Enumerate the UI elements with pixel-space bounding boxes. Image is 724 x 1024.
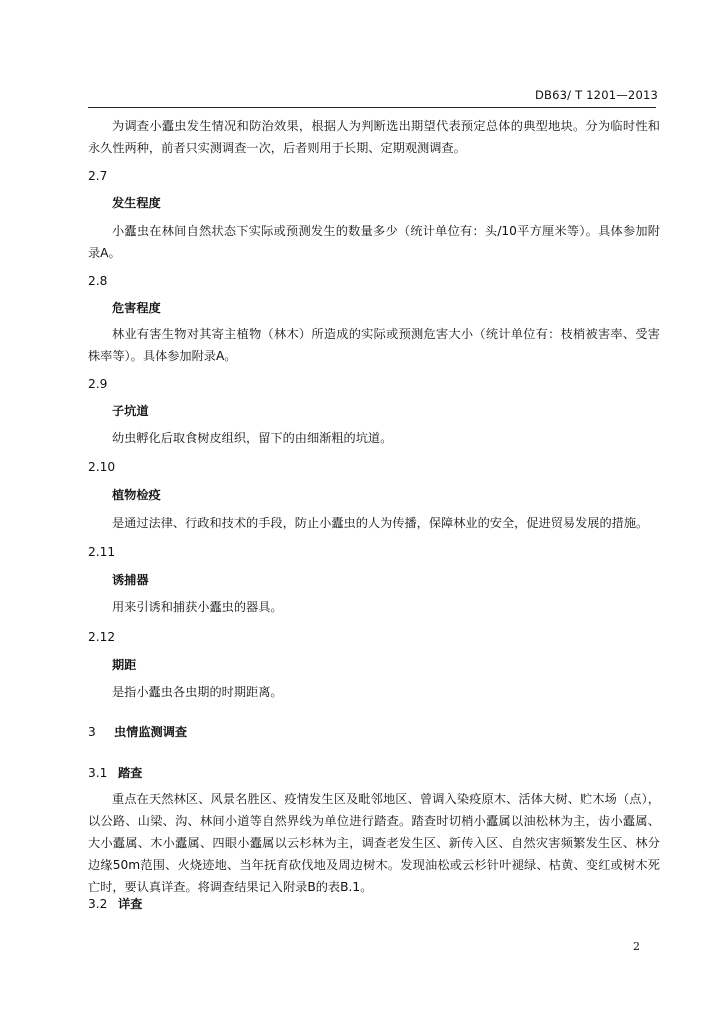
clause-number: 2.12 [88,630,116,644]
clause-number: 2.9 [88,377,108,391]
term-heading: 危害程度 [112,301,161,315]
term-heading: 期距 [112,658,137,672]
subsection-heading [88,763,142,783]
subsection-title: 踏查 [118,766,143,780]
clause-number: 2.8 [88,274,108,288]
section-heading [88,722,187,742]
term-heading: 植物检疫 [112,488,161,502]
definition-paragraph: 是指小蠹虫各虫期的时期距离。 [112,685,283,699]
clause-number: 2.11 [88,545,116,559]
subsection-heading [88,894,142,914]
term-heading: 发生程度 [112,196,161,210]
term-heading: 子坑道 [112,404,149,418]
term-heading: 诱捕器 [112,573,149,587]
section-paragraph: 重点在天然林区、风景名胜区、疫情发生区及毗邻地区、曾调入染疫原木、活体大树、贮木场（点），以公路、山梁、沟、林间小道等自然界线为单位进行踏查。踏查时切梢小蠹属以油松林为主，齿小蠹属、大小蠹属、木小蠹属、四眼小蠹属以云杉林为主，调查老发生区、新传入区、自然灾害频繁发生区、林分边缘50m范围、火烧迹地、当年抚育砍伐地及周边树木。发现油松或云杉针叶褪绿、枯黄、变红或树木死亡时，要认真详查。将调查结果记入附录B的表B.1。 [88,792,660,894]
header-rule [88,107,656,108]
definition-paragraph: 幼虫孵化后取食树皮组织，留下的由细渐粗的坑道。 [112,431,393,445]
subsection-title: 详查 [118,897,143,911]
intro-paragraph: 为调查小蠹虫发生情况和防治效果，根据人为判断选出期望代表预定总体的典型地块。分为临时性和永久性两种，前者只实测调查一次，后者则用于长期、定期观测调查。 [88,119,660,155]
subsection-number: 3.1 [88,766,108,780]
clause-number: 2.7 [88,169,108,183]
standard-code: DB63/ T 1201—2013 [534,88,658,102]
definition-paragraph: 用来引诱和捕获小蠹虫的器具。 [112,600,283,614]
definition-paragraph: 林业有害生物对其寄主植物（林木）所造成的实际或预测危害大小（统计单位有：枝梢被害率、受害株率等）。具体参加附录A。 [88,327,660,363]
clause-number: 2.10 [88,460,116,474]
page-number: 2 [633,940,640,953]
section-title: 虫情监测调查 [114,725,188,739]
definition-paragraph: 小蠹虫在林间自然状态下实际或预测发生的数量多少（统计单位有：头/10平方厘米等）。具体参加附录A。 [88,224,660,260]
subsection-number: 3.2 [88,897,108,911]
section-number: 3 [88,725,96,739]
definition-paragraph: 是通过法律、行政和技术的手段，防止小蠹虫的人为传播，保障林业的安全，促进贸易发展的措施。 [112,516,649,530]
